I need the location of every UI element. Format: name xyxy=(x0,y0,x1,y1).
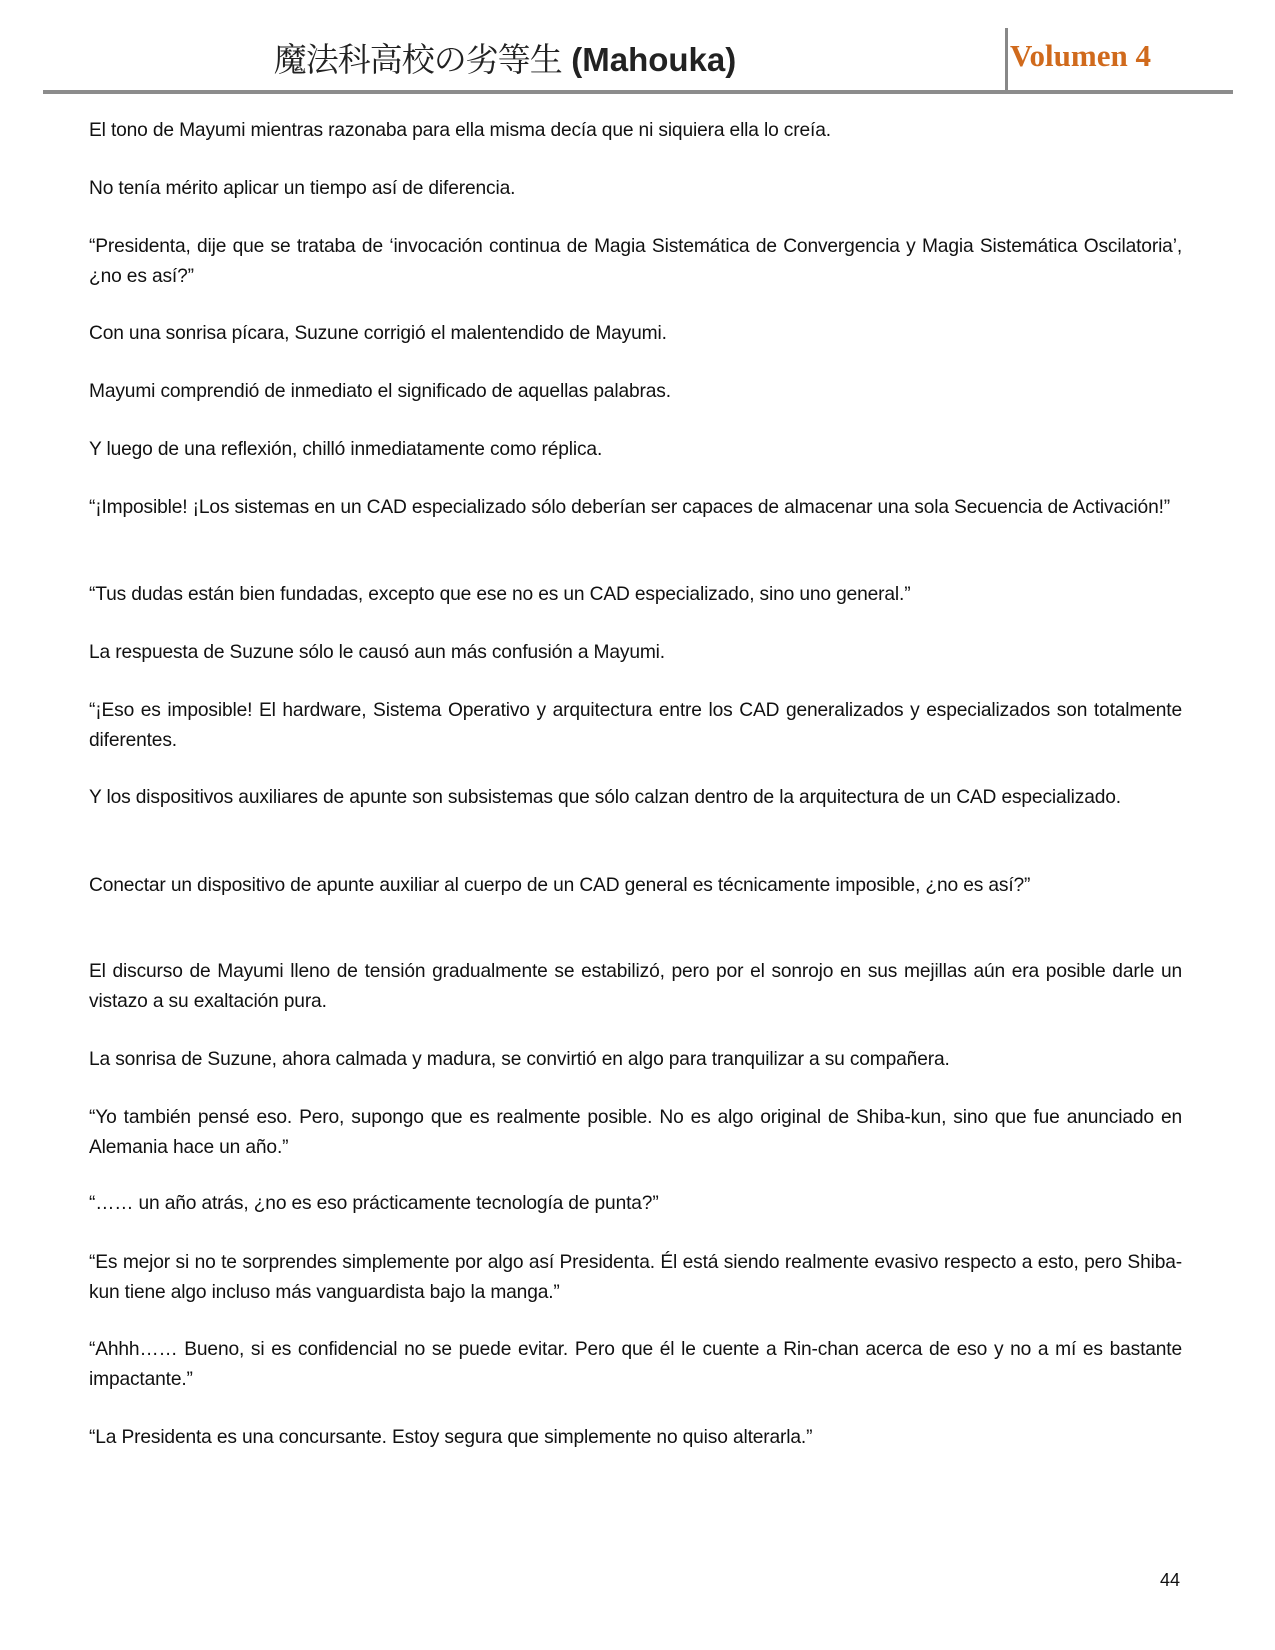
volume-label: Volumen 4 xyxy=(1010,38,1151,73)
paragraph: El discurso de Mayumi lleno de tensión gradualmente se estabilizó, pero por el sonrojo en sus mejillas aún era posible darle un vistazo a su exaltación pura. xyxy=(89,961,1182,1012)
paragraph: “Ahhh…… Bueno, si es confidencial no se puede evitar. Pero que él le cuente a Rin-chan acerca de eso y no a mí es bastante impactante.” xyxy=(89,1339,1182,1390)
paragraph: “¡Imposible! ¡Los sistemas en un CAD especializado sólo deberían ser capaces de almacenar una sola Secuencia de Activación!” xyxy=(89,497,1171,518)
title-english: (Mahouka) xyxy=(571,41,737,78)
paragraph: Mayumi comprendió de inmediato el significado de aquellas palabras. xyxy=(89,381,671,402)
paragraph: La respuesta de Suzune sólo le causó aun más confusión a Mayumi. xyxy=(89,642,665,663)
paragraph: “Yo también pensé eso. Pero, supongo que es realmente posible. No es algo original de Shiba-kun, sino que fue anunciado en Alemania hace un año.” xyxy=(89,1107,1182,1158)
paragraph: “Presidenta, dije que se trataba de ‘invocación continua de Magia Sistemática de Convergencia y Magia Sistemática Oscilatoria’, ¿no es así?” xyxy=(89,236,1182,287)
paragraph: Y los dispositivos auxiliares de apunte son subsistemas que sólo calzan dentro de la arquitectura de un CAD especializado. xyxy=(89,787,1121,808)
paragraph: No tenía mérito aplicar un tiempo así de diferencia. xyxy=(89,178,516,199)
paragraph: El tono de Mayumi mientras razonaba para ella misma decía que ni siquiera ella lo creía. xyxy=(89,120,831,141)
paragraph: Y luego de una reflexión, chilló inmediatamente como réplica. xyxy=(89,439,603,460)
paragraph: “¡Eso es imposible! El hardware, Sistema Operativo y arquitectura entre los CAD generalizados y especializados son totalmente diferentes. xyxy=(89,700,1182,751)
header-divider-vertical xyxy=(1005,28,1008,91)
header-title xyxy=(180,34,830,81)
title-japanese: 魔法科高校の劣等生 xyxy=(273,40,562,79)
paragraph: Con una sonrisa pícara, Suzune corrigió el malentendido de Mayumi. xyxy=(89,323,667,344)
header-rule xyxy=(43,90,1233,94)
paragraph: “Es mejor si no te sorprendes simplemente por algo así Presidenta. Él está siendo realmente evasivo respecto a esto, pero Shiba-kun tiene algo incluso más vanguardista bajo la manga.” xyxy=(89,1252,1182,1303)
paragraph: “La Presidenta es una concursante. Estoy segura que simplemente no quiso alterarla.” xyxy=(89,1427,813,1448)
paragraph: La sonrisa de Suzune, ahora calmada y madura, se convirtió en algo para tranquilizar a su compañera. xyxy=(89,1049,950,1070)
page-number: 44 xyxy=(1160,1570,1181,1590)
paragraph: “Tus dudas están bien fundadas, excepto que ese no es un CAD especializado, sino uno general.” xyxy=(89,584,911,605)
paragraph: “…… un año atrás, ¿no es eso prácticamente tecnología de punta?” xyxy=(89,1193,659,1214)
paragraph: Conectar un dispositivo de apunte auxiliar al cuerpo de un CAD general es técnicamente imposible, ¿no es así?” xyxy=(89,875,1031,896)
